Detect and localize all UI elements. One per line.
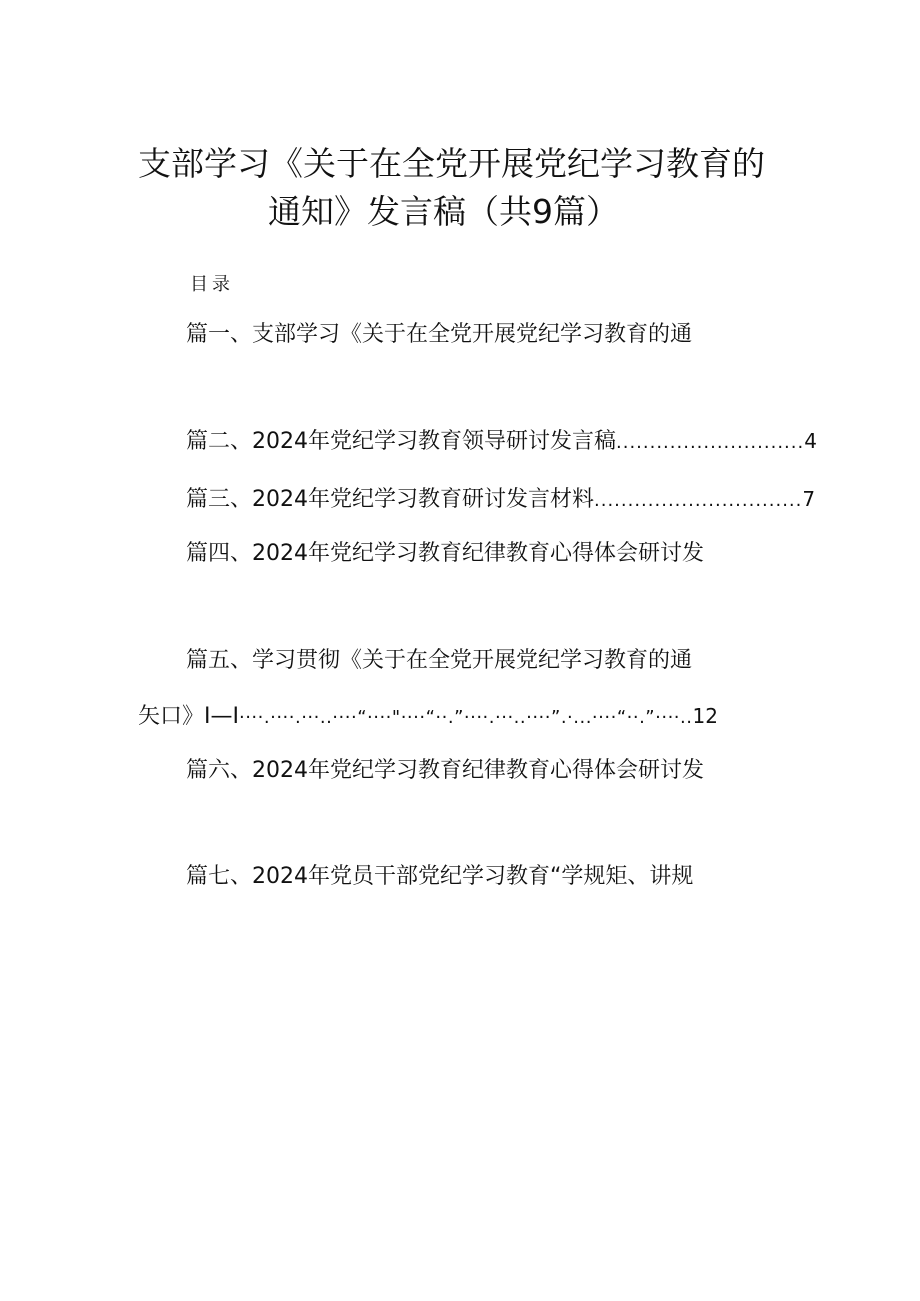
toc-entry-7[interactable] xyxy=(186,862,693,892)
toc-entry-text: 篇三、2024年党纪学习教育研讨发言材料 xyxy=(186,487,594,512)
toc-page-number: 4 xyxy=(804,429,817,453)
toc-entry-2[interactable] xyxy=(186,426,817,458)
toc-entry-4[interactable] xyxy=(186,539,704,569)
document-title-line-1: 支部学习《关于在全党开展党纪学习教育的 xyxy=(138,144,765,183)
toc-entry-3[interactable] xyxy=(186,484,816,516)
toc-entry-text: 篇一、支部学习《关于在全党开展党纪学习教育的通 xyxy=(186,322,693,347)
toc-entry-1[interactable] xyxy=(186,320,692,350)
document-title-line-2: 通知》发言稿（共9篇） xyxy=(268,192,619,231)
toc-leader-dots: ............................ xyxy=(616,432,805,453)
toc-leader-garbled: ····.····.···..····“····"····“··.”····.···..····”.·...····“··.”····.. xyxy=(238,707,693,728)
toc-heading: 目录 xyxy=(190,274,234,295)
toc-entry-text: 篇四、2024年党纪学习教育纪律教育心得体会研讨发 xyxy=(186,541,704,566)
toc-continuation-text: 矢口》I—I xyxy=(138,704,239,729)
toc-entry-6[interactable] xyxy=(186,756,704,786)
toc-entry-5-continuation[interactable] xyxy=(138,701,718,733)
toc-entry-5[interactable] xyxy=(186,646,692,676)
toc-entry-text: 篇七、2024年党员干部党纪学习教育“学规矩、讲规 xyxy=(186,864,694,889)
toc-entry-text: 篇五、学习贯彻《关于在全党开展党纪学习教育的通 xyxy=(186,648,693,673)
toc-entry-text: 篇六、2024年党纪学习教育纪律教育心得体会研讨发 xyxy=(186,758,704,783)
toc-entry-text: 篇二、2024年党纪学习教育领导研讨发言稿 xyxy=(186,429,616,454)
toc-page-number: 7 xyxy=(802,487,816,511)
toc-page-number: 12 xyxy=(692,704,718,728)
toc-leader-dots: ............................... xyxy=(594,490,803,511)
